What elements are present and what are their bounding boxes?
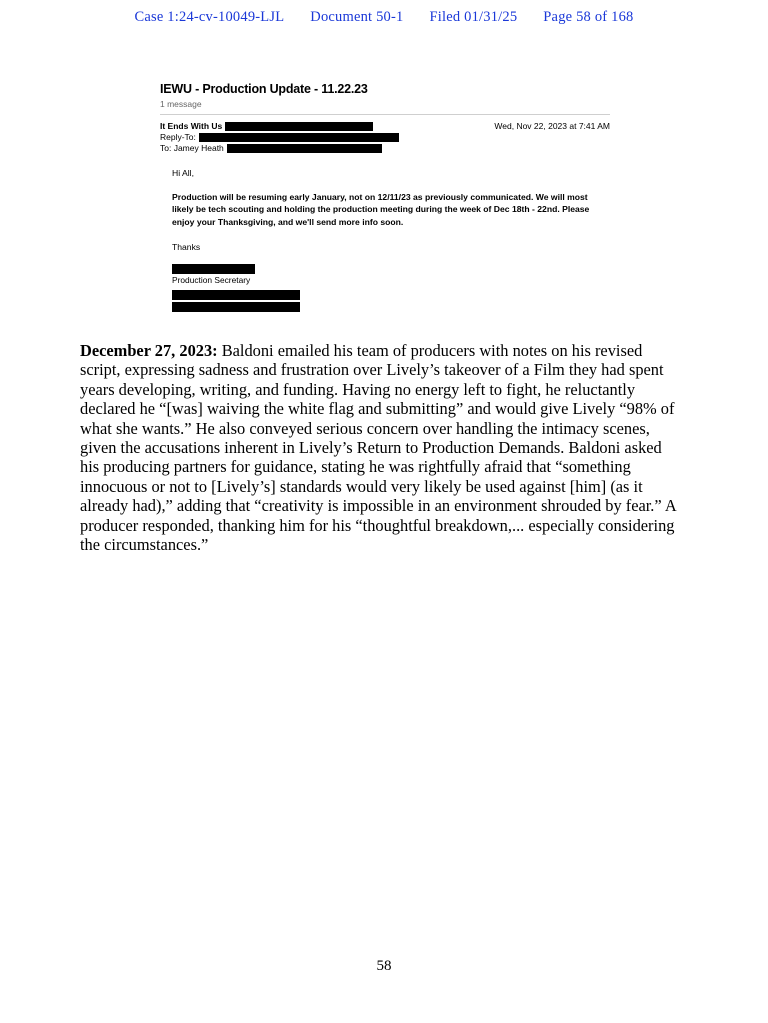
- page-number-footer: 58: [376, 958, 392, 974]
- narrative-date: December 27, 2023:: [80, 341, 218, 360]
- email-greeting: Hi All,: [172, 168, 194, 178]
- redaction-bar-from: [225, 122, 373, 131]
- redaction-bar-signature-name: [172, 264, 255, 274]
- email-exhibit: [160, 82, 610, 312]
- redaction-bar-signature-contact-1: [172, 290, 300, 300]
- filed-date: Filed 01/31/25: [429, 9, 518, 25]
- email-replyto-label: Reply-To:: [160, 132, 196, 142]
- email-divider: [160, 114, 610, 115]
- email-to-label: To: Jamey Heath: [160, 143, 224, 153]
- email-header-meta: [160, 121, 610, 154]
- email-date: Wed, Nov 22, 2023 at 7:41 AM: [494, 121, 610, 131]
- narrative-text: Baldoni emailed his team of producers with notes on his revised script, expressing sadness and frustration over Lively’s takeover of a Film they had spent years developing, writing, and funding. Having no energy left to fight, he reluctantly declared he “[was] waiving the white flag and submitting” and would give Lively “98% of what she wants.” He also conveyed serious concern over handling the intimacy scenes, given the accusations inherent in Lively’s Return to Production Demands. Baldoni asked his producing partners for guidance, stating he was rightfully afraid that “something innocuous or not to [Lively’s] standards would very likely be used against [him] (as it already had),” adding that “creativity is impossible in an environment shrouded by fear.” A producer responded, thanking him for his “thoughtful breakdown,... especially considering the circumstances.”: [80, 341, 676, 555]
- redaction-bar-replyto: [199, 133, 399, 142]
- email-body: [160, 167, 610, 312]
- narrative-paragraph: [80, 341, 681, 554]
- email-message-count: 1 message: [160, 99, 202, 109]
- email-replyto-row: [160, 132, 610, 143]
- case-number: Case 1:24-cv-10049-LJL: [134, 9, 285, 25]
- email-signature-role: Production Secretary: [172, 274, 251, 285]
- email-subject: IEWU - Production Update - 11.22.23: [160, 82, 368, 96]
- redaction-bar-to: [227, 144, 382, 153]
- email-to-row: [160, 143, 610, 154]
- email-from-label: It Ends With Us: [160, 121, 223, 131]
- redaction-bar-signature-contact-2: [172, 302, 300, 312]
- page-indicator: Page 58 of 168: [543, 9, 634, 25]
- email-body-paragraph: Production will be resuming early January, not on 12/11/23 as previously communicated. We will most likely be tech scouting and holding the production meeting during the week of Dec 18th - 22nd. Please enjoy your Thanksgiving, and we'll send more info soon.: [172, 191, 590, 227]
- court-stamp-header: [0, 9, 768, 26]
- email-closing: Thanks: [172, 242, 201, 252]
- email-from-row: [160, 121, 610, 132]
- document-number: Document 50-1: [310, 9, 404, 25]
